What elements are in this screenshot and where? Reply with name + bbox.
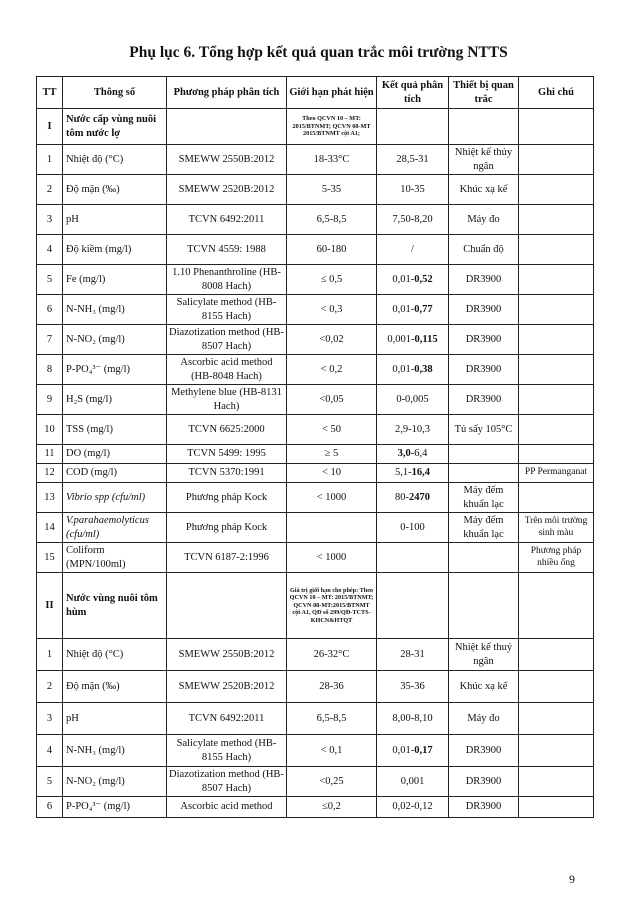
cell-tt: 7 (37, 325, 63, 355)
cell-tt: 12 (37, 464, 63, 483)
result-bold: 0,17 (414, 744, 433, 756)
cell-limit: < 50 (287, 415, 377, 445)
cell-device (449, 543, 519, 573)
result-text: 5,1- (395, 467, 412, 479)
cell-note (519, 325, 594, 355)
cell-device: DR3900 (449, 767, 519, 797)
result-text: 0-100 (400, 521, 425, 533)
cell-result (377, 483, 449, 513)
result-text: -6,4 (410, 448, 428, 460)
cell-limit: <0,25 (287, 767, 377, 797)
cell-method: Ascorbic acid method (HB-8048 Hach) (167, 355, 287, 385)
section-device-cell (449, 109, 519, 145)
cell-method: Ascorbic acid method (167, 797, 287, 818)
section-row (37, 109, 594, 145)
cell-device: Khúc xạ kế (449, 671, 519, 703)
cell-method: Salicylate method (HB-8155 Hach) (167, 735, 287, 767)
cell-device: Máy đo (449, 703, 519, 735)
cell-param: Độ mặn (‰) (63, 671, 167, 703)
table-row (37, 295, 594, 325)
col-header-note: Ghi chú (519, 77, 594, 109)
table-row (37, 355, 594, 385)
cell-device (449, 445, 519, 464)
cell-limit: 26-32°C (287, 639, 377, 671)
section-name: Nước cấp vùng nuôi tôm nước lợ (63, 109, 167, 145)
cell-limit: <0,05 (287, 385, 377, 415)
cell-tt: 5 (37, 265, 63, 295)
section-name: Nước vùng nuôi tôm hùm (63, 573, 167, 639)
result-text: 0-0,005 (396, 393, 429, 405)
cell-limit: 6,5-8,5 (287, 205, 377, 235)
result-text: 0,001 (400, 775, 425, 787)
section-method-cell (167, 573, 287, 639)
cell-result (377, 145, 449, 175)
cell-method: 1.10 Phenanthroline (HB-8008 Hach) (167, 265, 287, 295)
cell-note (519, 703, 594, 735)
cell-device: DR3900 (449, 385, 519, 415)
cell-param: Độ kiềm (mg/l) (63, 235, 167, 265)
cell-param: DO (mg/l) (63, 445, 167, 464)
cell-param: Coliform (MPN/100ml) (63, 543, 167, 573)
cell-result (377, 513, 449, 543)
col-header-method: Phương pháp phân tích (167, 77, 287, 109)
result-text: 28,5-31 (396, 153, 429, 165)
table-row (37, 483, 594, 513)
table-row (37, 445, 594, 464)
cell-param: pH (63, 703, 167, 735)
cell-note (519, 671, 594, 703)
result-text: 7,50-8,20 (392, 213, 433, 225)
cell-limit: < 0,1 (287, 735, 377, 767)
cell-note (519, 797, 594, 818)
cell-method: Methylene blue (HB-8131 Hach) (167, 385, 287, 415)
table-row (37, 235, 594, 265)
col-header-tt: TT (37, 77, 63, 109)
cell-method: SMEWW 2550B:2012 (167, 145, 287, 175)
cell-tt: 2 (37, 175, 63, 205)
cell-limit: 18-33°C (287, 145, 377, 175)
table-row (37, 325, 594, 355)
table-row (37, 735, 594, 767)
cell-result (377, 175, 449, 205)
section-note-cell (519, 109, 594, 145)
result-bold: 16,4 (411, 467, 430, 479)
cell-method: Phương pháp Kock (167, 513, 287, 543)
cell-note: Trên môi trường sinh màu (519, 513, 594, 543)
cell-tt: 11 (37, 445, 63, 464)
cell-limit: 60-180 (287, 235, 377, 265)
cell-method: SMEWW 2520B:2012 (167, 175, 287, 205)
cell-param: P-PO₄³⁻ (mg/l) (63, 355, 167, 385)
cell-result (377, 464, 449, 483)
cell-device: DR3900 (449, 735, 519, 767)
cell-tt: 6 (37, 797, 63, 818)
cell-method: TCVN 4559: 1988 (167, 235, 287, 265)
cell-result (377, 797, 449, 818)
cell-method: SMEWW 2520B:2012 (167, 671, 287, 703)
result-bold: 3,0 (397, 448, 411, 460)
cell-param: TSS (mg/l) (63, 415, 167, 445)
cell-note (519, 235, 594, 265)
cell-tt: 5 (37, 767, 63, 797)
result-text: / (411, 243, 414, 255)
result-text: 0,001- (387, 333, 415, 345)
col-header-device: Thiết bị quan trắc (449, 77, 519, 109)
cell-tt: 3 (37, 205, 63, 235)
cell-result (377, 639, 449, 671)
cell-note (519, 175, 594, 205)
cell-device: DR3900 (449, 295, 519, 325)
section-limit-note: Theo QCVN 10 – MT: 2015/BTNMT; QCVN 08-MT 2015/BTNMT cột A1; (287, 109, 377, 145)
cell-device: Máy đo (449, 205, 519, 235)
cell-tt: 1 (37, 145, 63, 175)
cell-param: N-NO₂ (mg/l) (63, 767, 167, 797)
cell-device: DR3900 (449, 325, 519, 355)
cell-tt: 13 (37, 483, 63, 513)
cell-device: Máy đếm khuẩn lạc (449, 483, 519, 513)
cell-device (449, 464, 519, 483)
page-title: Phụ lục 6. Tổng hợp kết quả quan trắc môi trường NTTS (129, 44, 508, 61)
cell-method: Diazotization method (HB-8507 Hach) (167, 325, 287, 355)
section-result-cell (377, 573, 449, 639)
result-text: 0,01- (392, 744, 415, 756)
col-header-result: Kết quả phân tích (377, 77, 449, 109)
cell-method: TCVN 5499: 1995 (167, 445, 287, 464)
cell-device: Nhiệt kế thuỷ ngân (449, 639, 519, 671)
cell-note (519, 145, 594, 175)
cell-limit: ≥ 5 (287, 445, 377, 464)
section-limit-note: Giá trị giới hạn cho phép: Theo QCVN 10 – MT: 2015/BTNMT; QCVN 08-MT:2015/BTNMT cột A1, QĐ số 299/QĐ-TCTS-KHCN&HTQT (287, 573, 377, 639)
table-row (37, 639, 594, 671)
result-text: 80- (395, 491, 409, 503)
cell-note (519, 735, 594, 767)
cell-tt: 1 (37, 639, 63, 671)
cell-note (519, 445, 594, 464)
cell-note (519, 295, 594, 325)
cell-result (377, 543, 449, 573)
section-result-cell (377, 109, 449, 145)
cell-result (377, 205, 449, 235)
result-bold: 0,115 (414, 333, 438, 345)
cell-limit: 28-36 (287, 671, 377, 703)
table-row (37, 205, 594, 235)
cell-limit: ≤0,2 (287, 797, 377, 818)
cell-note (519, 639, 594, 671)
table-row (37, 385, 594, 415)
cell-tt: 8 (37, 355, 63, 385)
cell-result (377, 671, 449, 703)
col-header-param: Thông số (63, 77, 167, 109)
cell-result (377, 295, 449, 325)
cell-result (377, 355, 449, 385)
cell-device: DR3900 (449, 265, 519, 295)
cell-result (377, 703, 449, 735)
cell-tt: 6 (37, 295, 63, 325)
cell-limit: ≤ 0,5 (287, 265, 377, 295)
cell-method: TCVN 6187-2:1996 (167, 543, 287, 573)
cell-device: Máy đếm khuẩn lạc (449, 513, 519, 543)
cell-method: Diazotization method (HB-8507 Hach) (167, 767, 287, 797)
cell-note (519, 767, 594, 797)
cell-tt: 9 (37, 385, 63, 415)
cell-param: Vibrio spp (cfu/ml) (63, 483, 167, 513)
cell-param: N-NO₂ (mg/l) (63, 325, 167, 355)
cell-limit: < 1000 (287, 543, 377, 573)
cell-param: Nhiệt độ (°C) (63, 145, 167, 175)
result-text: 0,01- (392, 273, 415, 285)
table-row (37, 767, 594, 797)
cell-tt: 2 (37, 671, 63, 703)
cell-method: TCVN 6625:2000 (167, 415, 287, 445)
cell-device: Khúc xạ kế (449, 175, 519, 205)
col-header-limit: Giới hạn phát hiện (287, 77, 377, 109)
table-row (37, 513, 594, 543)
cell-method: TCVN 6492:2011 (167, 205, 287, 235)
section-device-cell (449, 573, 519, 639)
table-row (37, 175, 594, 205)
cell-note (519, 415, 594, 445)
table-row (37, 464, 594, 483)
table-row (37, 543, 594, 573)
page-number: 9 (569, 872, 575, 886)
cell-limit (287, 513, 377, 543)
cell-limit: 6,5-8,5 (287, 703, 377, 735)
table-row (37, 415, 594, 445)
cell-note (519, 265, 594, 295)
cell-param: V.parahaemolyticus (cfu/ml) (63, 513, 167, 543)
result-text: 8,00-8,10 (392, 712, 433, 724)
cell-tt: 4 (37, 235, 63, 265)
cell-note (519, 355, 594, 385)
cell-result (377, 235, 449, 265)
table-row (37, 797, 594, 818)
cell-note: PP Permanganat (519, 464, 594, 483)
results-table (36, 76, 594, 818)
cell-param: Fe (mg/l) (63, 265, 167, 295)
cell-note: Phương pháp nhiều ống (519, 543, 594, 573)
cell-device: DR3900 (449, 355, 519, 385)
result-text: 2,9-10,3 (395, 423, 430, 435)
result-bold: 0,52 (414, 273, 433, 285)
result-bold: 2470 (409, 491, 430, 503)
cell-tt: 15 (37, 543, 63, 573)
cell-tt: 4 (37, 735, 63, 767)
result-text: 10-35 (400, 183, 425, 195)
cell-result (377, 415, 449, 445)
result-bold: 0,38 (414, 363, 433, 375)
section-row (37, 573, 594, 639)
cell-device: Chuẩn độ (449, 235, 519, 265)
table-row (37, 703, 594, 735)
section-note-cell (519, 573, 594, 639)
cell-param: Nhiệt độ (°C) (63, 639, 167, 671)
cell-limit: < 10 (287, 464, 377, 483)
cell-result (377, 445, 449, 464)
result-bold: 0,77 (414, 303, 433, 315)
cell-method: SMEWW 2550B:2012 (167, 639, 287, 671)
cell-param: N-NH₃ (mg/l) (63, 735, 167, 767)
cell-result (377, 735, 449, 767)
cell-method: Salicylate method (HB-8155 Hach) (167, 295, 287, 325)
cell-param: H₂S (mg/l) (63, 385, 167, 415)
cell-limit: 5-35 (287, 175, 377, 205)
section-method-cell (167, 109, 287, 145)
cell-result (377, 767, 449, 797)
cell-method: TCVN 5370:1991 (167, 464, 287, 483)
table-row (37, 671, 594, 703)
cell-limit: < 0,2 (287, 355, 377, 385)
cell-param: pH (63, 205, 167, 235)
cell-result (377, 265, 449, 295)
cell-device: Tủ sấy 105°C (449, 415, 519, 445)
cell-limit: < 0,3 (287, 295, 377, 325)
cell-limit: < 1000 (287, 483, 377, 513)
result-text: 0,01- (392, 303, 415, 315)
cell-method: Phương pháp Kock (167, 483, 287, 513)
table-row (37, 145, 594, 175)
cell-note (519, 205, 594, 235)
cell-param: P-PO₄³⁻ (mg/l) (63, 797, 167, 818)
result-text: 28-31 (400, 648, 425, 660)
table-header-row (37, 77, 594, 109)
cell-limit: <0,02 (287, 325, 377, 355)
cell-tt: 3 (37, 703, 63, 735)
cell-result (377, 325, 449, 355)
cell-device: DR3900 (449, 797, 519, 818)
section-number: I (37, 109, 63, 145)
cell-param: Độ mặn (‰) (63, 175, 167, 205)
result-text: 0,02-0,12 (392, 801, 433, 813)
result-text: 35-36 (400, 680, 425, 692)
cell-tt: 10 (37, 415, 63, 445)
cell-param: COD (mg/l) (63, 464, 167, 483)
table-row (37, 265, 594, 295)
cell-tt: 14 (37, 513, 63, 543)
cell-device: Nhiệt kế thủy ngân (449, 145, 519, 175)
cell-result (377, 385, 449, 415)
section-number: II (37, 573, 63, 639)
cell-note (519, 483, 594, 513)
result-text: 0,01- (392, 363, 415, 375)
cell-param: N-NH₃ (mg/l) (63, 295, 167, 325)
cell-note (519, 385, 594, 415)
cell-method: TCVN 6492:2011 (167, 703, 287, 735)
